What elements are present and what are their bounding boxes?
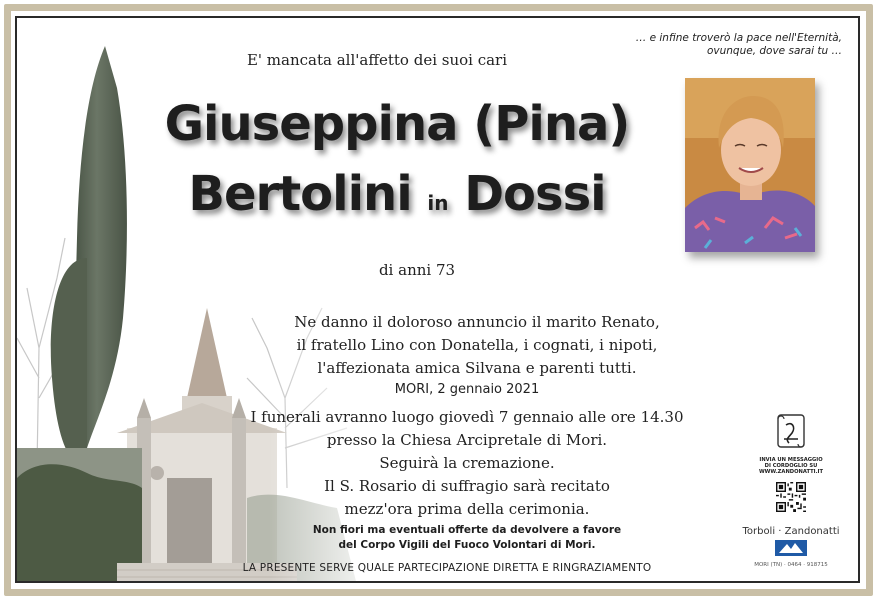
funeral-line: presso la Chiesa Arcipretale di Mori.: [326, 431, 608, 449]
in-word: in: [427, 191, 449, 215]
agency-brand: [739, 526, 843, 568]
donation-note: [267, 523, 667, 553]
condolence-line-2: DI CORDOGLIO SU: [764, 463, 818, 470]
qr-code-icon[interactable]: [776, 482, 806, 512]
funeral-line: Seguirà la cremazione.: [379, 454, 555, 472]
deceased-married-name: Dossi: [464, 166, 606, 222]
age-text: di anni 73: [378, 261, 456, 279]
agency-name: Torboli · Zandonatti: [742, 526, 840, 537]
notice-panel: [15, 16, 860, 583]
epigraph-line-2: ovunque, dove sarai tu …: [706, 45, 842, 57]
donation-line-2: del Corpo Vigili del Fuoco Volontari di Mori.: [338, 539, 596, 551]
funeral-line: Il S. Rosario di suffragio sarà recitato: [324, 477, 610, 495]
announcement-block: [207, 311, 747, 380]
agency-logo-icon: [775, 540, 807, 556]
agency-phone: MORI (TN) · 0464 · 918715: [754, 562, 828, 568]
announcement-line: l'affezionata amica Silvana e parenti tutti.: [317, 359, 637, 377]
funeral-line: I funerali avranno luogo giovedì 7 gennaio alle ore 14.30: [250, 408, 684, 426]
deceased-surname-line: [137, 166, 657, 222]
condolence-box[interactable]: [752, 411, 830, 516]
epigraph-line-1: … e infine troverò la pace nell'Eternità,: [635, 32, 842, 44]
portrait-photo: [685, 78, 815, 252]
scroll-icon: [774, 411, 808, 451]
funeral-line: mezz'ora prima della cerimonia.: [344, 500, 590, 518]
place-date: MORI, 2 gennaio 2021: [394, 382, 540, 397]
epigraph-quote: [602, 32, 842, 58]
intro-text: E' mancata all'affetto dei suoi cari: [246, 51, 508, 69]
deceased-first-name: Giuseppina (Pina): [164, 96, 630, 152]
deceased-surname: Bertolini: [188, 166, 412, 222]
condolence-line-1: INVIA UN MESSAGGIO: [759, 457, 823, 463]
announcement-line: il fratello Lino con Donatella, i cognati, i nipoti,: [296, 336, 658, 354]
condolence-link[interactable]: WWW.ZANDONATTI.IT: [758, 469, 824, 476]
funeral-block: [197, 406, 737, 521]
announcement-line: Ne danno il doloroso annuncio il marito Renato,: [294, 313, 660, 331]
donation-line-1: Non fiori ma eventuali offerte da devolvere a favore: [312, 524, 622, 536]
footer-note: LA PRESENTE SERVE QUALE PARTECIPAZIONE DIRETTA E RINGRAZIAMENTO: [242, 562, 652, 574]
